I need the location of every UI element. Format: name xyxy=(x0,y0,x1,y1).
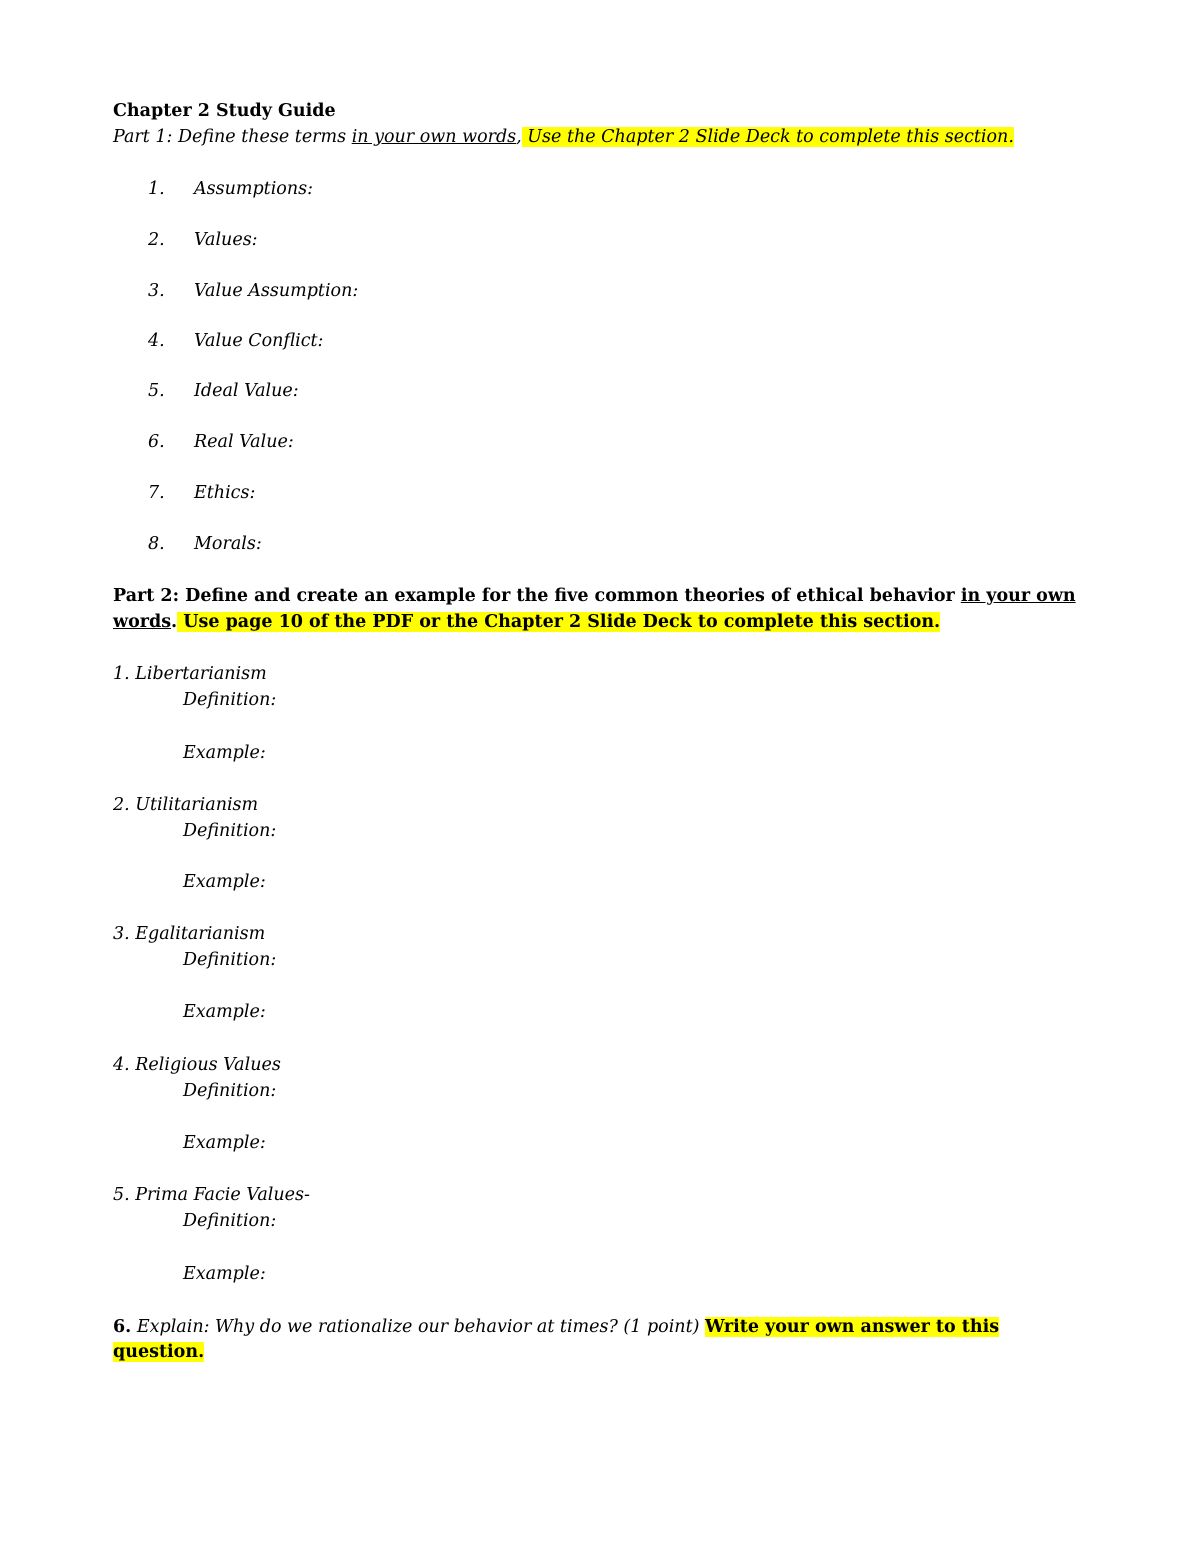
part2-underlined1: in your own xyxy=(960,586,1076,606)
part2-highlight: Use page 10 of the PDF or the Chapter 2 Slide Deck to complete this section. xyxy=(177,612,941,632)
question-text: Explain: Why do we rationalize our behavior at times? (1 point) xyxy=(131,1317,700,1337)
part1-comma: , xyxy=(516,127,522,147)
page-title: Chapter 2 Study Guide xyxy=(113,101,336,121)
definition-label: Definition: xyxy=(183,690,277,710)
example-label: Example: xyxy=(183,1002,266,1022)
part2-instructions-line1 xyxy=(113,586,1076,607)
theory-title: 5. Prima Facie Values- xyxy=(113,1185,310,1205)
term-label: Values: xyxy=(194,230,258,250)
example-label: Example: xyxy=(183,1133,266,1153)
term-number: 6. xyxy=(148,432,165,452)
theory-title: 2. Utilitarianism xyxy=(113,795,259,815)
part2-label: Part 2: xyxy=(113,586,186,606)
part2-text: Define and create an example for the five common theories of ethical behavior xyxy=(185,586,961,606)
question-6-line2 xyxy=(113,1342,204,1363)
part2-period: . xyxy=(171,612,178,632)
question-highlight1: Write your own answer to this xyxy=(705,1317,1000,1337)
example-label: Example: xyxy=(183,743,266,763)
theory-title: 4. Religious Values xyxy=(113,1055,281,1075)
term-number: 7. xyxy=(148,483,165,503)
term-label: Assumptions: xyxy=(194,179,313,199)
part2-underlined2: words xyxy=(113,612,172,632)
part1-instructions xyxy=(113,127,1014,148)
term-label: Ideal Value: xyxy=(194,381,299,401)
question-number: 6. xyxy=(113,1317,132,1337)
term-number: 1. xyxy=(148,179,165,199)
part1-underlined: in your own words xyxy=(351,127,517,147)
term-number: 8. xyxy=(148,534,165,554)
part1-highlight: Use the Chapter 2 Slide Deck to complete this section. xyxy=(521,127,1014,147)
theory-title: 3. Egalitarianism xyxy=(113,924,266,944)
term-number: 4. xyxy=(148,331,165,351)
example-label: Example: xyxy=(183,1264,266,1284)
part2-instructions-line2 xyxy=(113,612,940,633)
term-label: Value Conflict: xyxy=(194,331,324,351)
definition-label: Definition: xyxy=(183,1081,277,1101)
term-number: 2. xyxy=(148,230,165,250)
term-label: Real Value: xyxy=(194,432,294,452)
question-6-line1 xyxy=(113,1317,999,1338)
definition-label: Definition: xyxy=(183,821,277,841)
example-label: Example: xyxy=(183,872,266,892)
part1-prefix: Part 1: Define these terms xyxy=(113,127,352,147)
term-number: 5. xyxy=(148,381,165,401)
theory-title: 1. Libertarianism xyxy=(113,664,267,684)
term-label: Value Assumption: xyxy=(194,281,359,301)
term-label: Morals: xyxy=(194,534,262,554)
question-highlight2: question. xyxy=(113,1342,205,1362)
term-label: Ethics: xyxy=(194,483,256,503)
definition-label: Definition: xyxy=(183,1211,277,1231)
definition-label: Definition: xyxy=(183,950,277,970)
term-number: 3. xyxy=(148,281,165,301)
